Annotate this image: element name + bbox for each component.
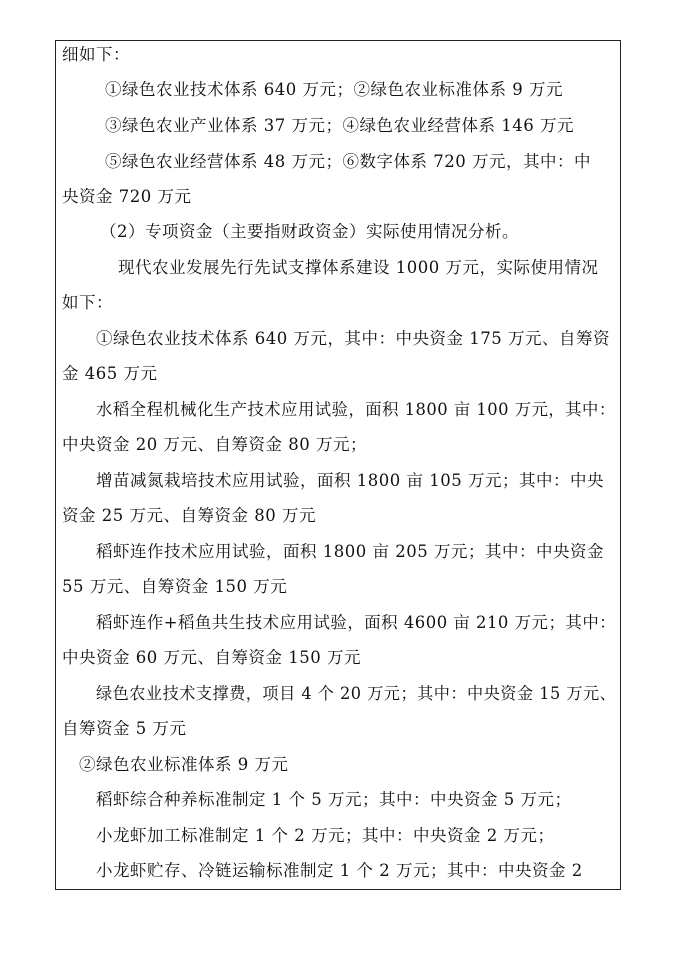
text-line: 央资金 720 万元 [62,187,192,206]
section-heading: （2）专项资金（主要指财政资金）实际使用情况分析。 [100,222,519,241]
text-line: 小龙虾贮存、冷链运输标准制定 1 个 2 万元；其中：中央资金 2 [96,861,583,880]
text-line: 中央资金 20 万元、自筹资金 80 万元； [62,435,367,454]
text-line: ①绿色农业技术体系 640 万元，其中：中央资金 175 万元、自筹资 [96,329,610,348]
text-line: 资金 25 万元、自筹资金 80 万元 [62,506,316,525]
text-line: ①绿色农业技术体系 640 万元；②绿色农业标准体系 9 万元 [105,80,563,99]
text-line: 中央资金 60 万元、自筹资金 150 万元 [62,648,361,667]
text-line: 自筹资金 5 万元 [62,719,187,738]
text-line: 绿色农业技术支撑费，项目 4 个 20 万元；其中：中央资金 15 万元、 [96,684,617,703]
text-line: 如下： [62,293,113,312]
text-line: 稻虾连作技术应用试验，面积 1800 亩 205 万元；其中：中央资金 [96,542,604,561]
text-line: ③绿色农业产业体系 37 万元；④绿色农业经营体系 146 万元 [105,116,574,135]
text-line: ⑤绿色农业经营体系 48 万元；⑥数字体系 720 万元，其中：中 [105,152,591,171]
text-line: 稻虾连作+稻鱼共生技术应用试验，面积 4600 亩 210 万元；其中： [96,613,617,632]
text-line: 金 465 万元 [62,364,158,383]
text-line: 细如下： [62,45,130,64]
text-line: 现代农业发展先行先试支撑体系建设 1000 万元，实际使用情况 [118,258,599,277]
text-line: 小龙虾加工标准制定 1 个 2 万元；其中：中央资金 2 万元； [96,826,555,845]
text-line: 稻虾综合种养标准制定 1 个 5 万元；其中：中央资金 5 万元； [96,790,572,809]
text-line: ②绿色农业标准体系 9 万元 [79,755,289,774]
text-line: 55 万元、自筹资金 150 万元 [62,577,288,596]
text-line: 增苗减氮栽培技术应用试验，面积 1800 亩 105 万元；其中：中央 [96,471,604,490]
text-line: 水稻全程机械化生产技术应用试验，面积 1800 亩 100 万元，其中： [96,400,616,419]
